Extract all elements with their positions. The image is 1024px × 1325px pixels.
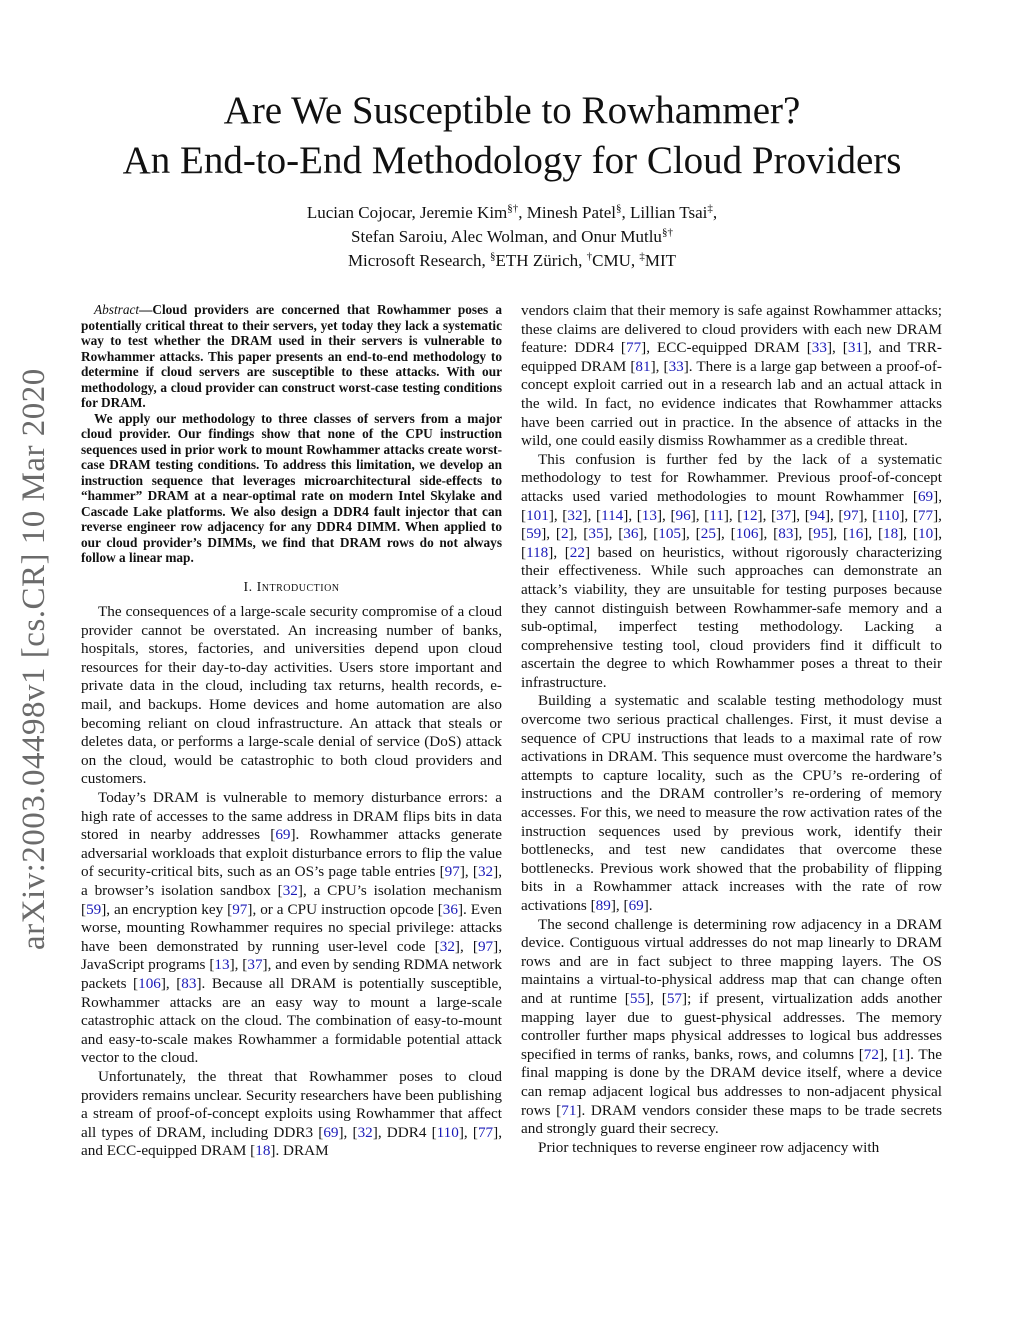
paper-title [60,86,964,186]
author-block [100,201,924,273]
abstract [81,302,502,566]
abstract-label: Abstract [94,302,140,317]
intro-paragraph-1: The consequences of a large-scale security compromise of a cloud provider cannot be overstated. An increasing number of banks, hospitals, stores, factories, and universities depend upon cloud resources for their day-to-day activities. Users store important and private data in the cloud, including tax returns, health records, e-mail, and backups. Home devices and home automation are also becoming reliant on cloud infrastructure. An attack that steals or deletes data, or performs a large-scale denial of service (DoS) attack on the cloud, would be catastrophic to both cloud providers and customers. [81,603,502,788]
abstract-text-1: —Cloud providers are concerned that Rowhammer poses a potentially critical threat to their servers, yet today they lack a systematic way to test whether the DRAM used in their servers is vulnerable to Rowhammer attacks. This paper presents an end-to-end methodology to determine if cloud servers are susceptible to these attacks. With our methodology, a cloud provider can construct worst-case testing conditions for DRAM. [81,302,502,410]
intro-paragraph-3-cont: vendors claim that their memory is safe against Rowhammer attacks; these claims are delivered to cloud providers with each new DRAM feature: DDR4 [77], ECC-equipped DRAM [33], [31], and TRR-equipped DRAM [81], [33]. There is a large gap between a proof-of-concept exploit carried out in a research lab and an actual attack in the wild. In fact, no evidence indicates that Rowhammer attacks have been carried out in practice. In the absence of attacks in the wild, one could easily dismiss Rowhammer as a credible threat. [521,302,942,450]
arxiv-identifier: arXiv:2003.04498v1 [cs.CR] 10 Mar 2020 [16,368,52,950]
affiliations: Microsoft Research, §ETH Zürich, †CMU, ‡MIT [347,250,677,270]
authors-line-2: Stefan Saroiu, Alec Wolman, and Onur Mutlu§† [351,226,673,246]
left-column [81,302,502,1161]
right-column [521,302,942,1157]
title-line-2: An End-to-End Methodology for Cloud Providers [122,139,902,182]
authors-line-1: Lucian Cojocar, Jeremie Kim§†, Minesh Patel§, Lillian Tsai‡, [306,202,718,222]
title-line-1: Are We Susceptible to Rowhammer? [223,89,801,132]
intro-paragraph-4: This confusion is further fed by the lack of a systematic methodology to test for Rowhammer. Previous proof-of-concept attacks used varied methodologies to mount Rowhammer [69], [101], [32], [114], [13], [96], [11], [12], [37], [94], [97], [110], [77], [59], [2], [35], [36], [105], [25], [106], [83], [95], [16], [18], [10], [118], [22] based on heuristics, without rigorously characterizing their effectiveness. While such approaches can demonstrate an attack’s viability, they are unsuitable for testing purposes because they cannot distinguish between Rowhammer-safe memory and a sub-optimal, imperfect testing methodology. Lacking a comprehensive testing tool, cloud providers find it difficult to ascertain the degree to which Rowhammer poses a threat to their infrastructure. [521,450,943,691]
intro-paragraph-7: Prior techniques to reverse engineer row adjacency with [538,1138,880,1156]
intro-paragraph-3: Unfortunately, the threat that Rowhammer poses to cloud providers remains unclear. Security researchers have been publishing a stream of proof-of-concept exploits using Rowhammer that affect all types of DRAM, including DDR3 [69], [32], DDR4 [110], [77], and ECC-equipped DRAM [18]. DRAM [81,1067,502,1160]
abstract-paragraph-1 [81,302,502,411]
intro-paragraph-6: The second challenge is determining row adjacency in a DRAM device. Contiguous virtual addresses do not map linearly to DRAM rows and are in fact subject to three mapping layers. The OS maintains a virtual-to-physical address map that can change often and at runtime [55], [57]; if present, virtualization adds another mapping layer due to guest-physical addresses. The memory controller further maps physical addresses to logical bus addresses specified in terms of ranks, banks, rows, and columns [72], [1]. The final mapping is done by the DRAM device itself, where a device can remap adjacent logical bus addresses to non-adjacent physical rows [71]. DRAM vendors consider these maps to be trade secrets and strongly guard their secrecy. [521,915,943,1138]
intro-paragraph-2: Today’s DRAM is vulnerable to memory disturbance errors: a high rate of accesses to the same address in DRAM flips bits in data stored in nearby addresses [69]. Rowhammer attacks generate adversarial workloads that exploit disturbance errors to flip the value of security-critical bits, such as an OS’s page table entries [97], [32], a browser’s isolation sandbox [32], a CPU’s isolation mechanism [59], an encryption key [97], or a CPU instruction opcode [36]. Even worse, mounting Rowhammer requires no special privilege: attacks have been demonstrated by running user-level code [32], [97], JavaScript programs [13], [37], and even by sending RDMA network packets [106], [83]. Because all DRAM is potentially susceptible, Rowhammer attacks are an easy way to mount a large-scale catastrophic attack on the cloud. The combination of easy-to-mount and easy-to-scale makes Rowhammer a formidable potential attack vector to the cloud. [81,789,503,1067]
intro-paragraph-5: Building a systematic and scalable testing methodology must overcome two serious practical challenges. First, it must devise a sequence of CPU instructions that leads to a maximal rate of row activations in DRAM. This sequence must overcome the hardware’s attempts to capture locality, such as the CPU’s re-ordering of instructions and the DRAM controller’s re-ordering of memory accesses. For this, we need to measure the row activation rates of the instruction sequences used by previous work, identify their bottlenecks, and test new candidates that overcome these bottlenecks. Previous work showed that the probability of flipping bits in a Rowhammer attack increases with the rate of row activations [89], [69]. [521,692,942,914]
section-heading-introduction: I. Introduction [243,579,340,595]
abstract-paragraph-2: We apply our methodology to three classes of servers from a major cloud provider. Our findings show that none of the CPU instruction sequences used in prior work to mount Rowhammer attacks create worst-case DRAM testing conditions. To address this limitation, we develop an instruction sequence that leverages microarchitectural side-effects to “hammer” DRAM at a near-optimal rate on modern Intel Skylake and Cascade Lake platforms. We also design a DDR4 fault injector that can reverse engineer row adjacency for any DDR4 DIMM. When applied to our cloud provider’s DIMMs, we find that DRAM rows do not always follow a linear map. [81,410,502,565]
